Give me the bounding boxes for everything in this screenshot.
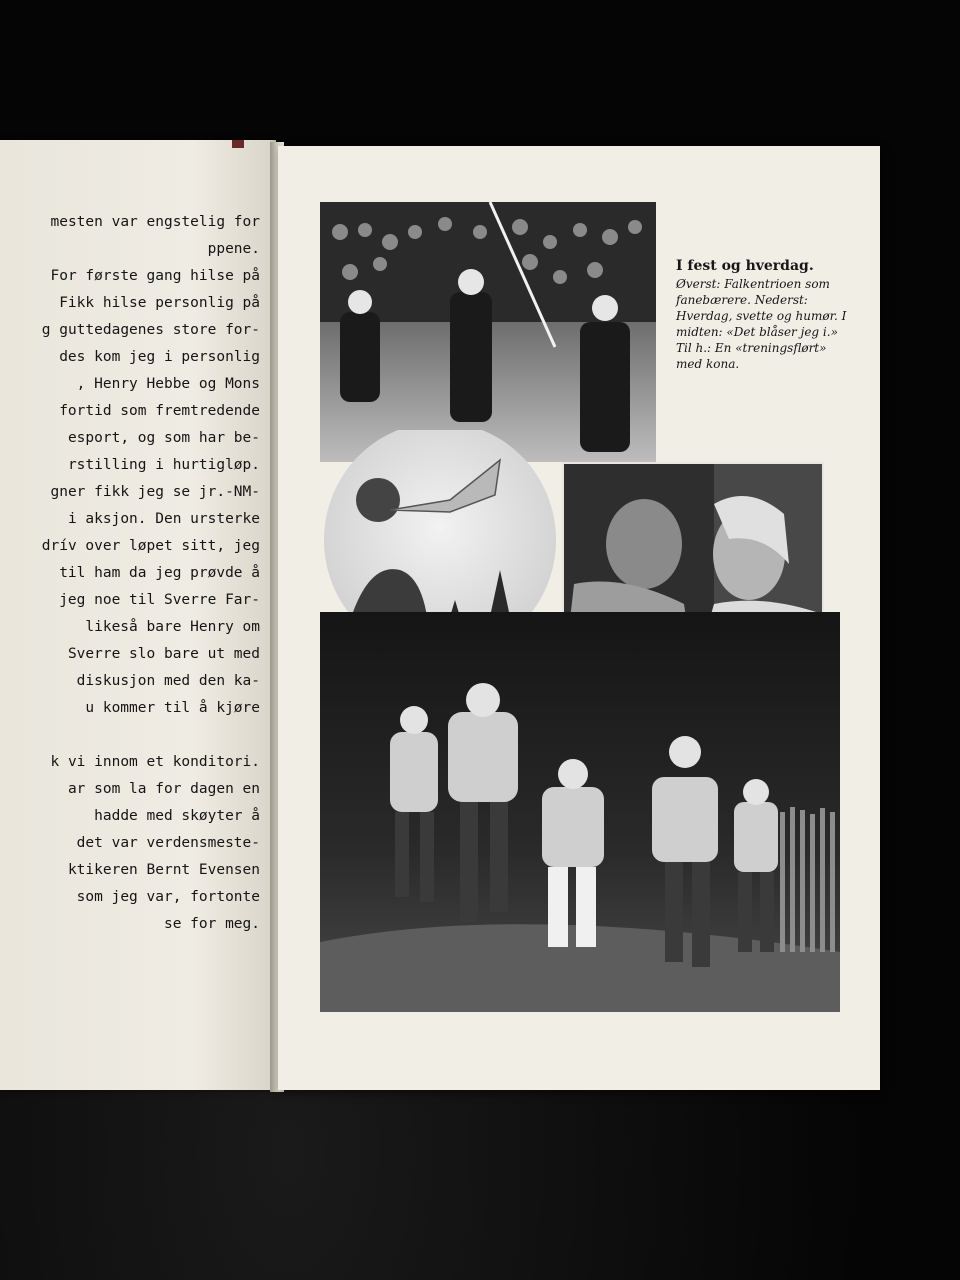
left-page-line: Fikk hilse personlig på <box>59 295 260 311</box>
left-page-line: jeg noe til Sverre Far- <box>59 592 260 608</box>
left-page-line: Sverre slo bare ut med <box>67 646 260 662</box>
left-page-line: fortid som fremtredende <box>59 403 260 419</box>
left-page-line: i aksjon. Den ursterke <box>67 511 260 527</box>
left-page-line: ar som la for dagen en <box>67 781 260 797</box>
left-page-line: drív over løpet sitt, jeg <box>41 538 260 554</box>
left-page-line: mesten var engstelig for <box>50 214 260 230</box>
caption-body: Øverst: Falkentrioen som fanebærere. Nederst: Hverdag, svette og humør. I midten: «Det blåser jeg i.» Til h.: En «treningsflørt» med kona. <box>676 277 847 371</box>
left-page-line: u kommer til å kjøre <box>85 700 260 716</box>
caption-title: I fest og hverdag. <box>676 258 814 274</box>
left-page-line: til ham da jeg prøvde å <box>59 565 260 581</box>
left-page-line: gner fikk jeg se jr.-NM- <box>50 484 260 500</box>
left-page-line: diskusjon med den ka- <box>76 673 260 689</box>
left-page-line: g guttedagenes store for- <box>41 322 260 338</box>
left-page-line: hadde med skøyter å <box>94 808 260 824</box>
left-page-line: det var verdensmeste- <box>76 835 260 851</box>
left-page-line: se for meg. <box>163 916 260 932</box>
left-page-line: esport, og som har be- <box>67 430 260 446</box>
runners-photo <box>320 612 840 1012</box>
left-page-line: som jeg var, fortonte <box>76 889 260 905</box>
left-page-line: des kom jeg i personlig <box>59 349 260 365</box>
left-page-line: ktikeren Bernt Evensen <box>67 862 260 878</box>
left-page-line: For første gang hilse på <box>50 268 260 284</box>
parade-photo <box>320 202 656 462</box>
left-page-line: , Henry Hebbe og Mons <box>76 376 260 392</box>
binding-mark <box>232 140 244 148</box>
left-page-line: ppene. <box>207 241 260 257</box>
photo-caption <box>676 258 856 372</box>
left-page-line: likeså bare Henry om <box>85 619 260 635</box>
left-page-line: rstilling i hurtigløp. <box>67 457 260 473</box>
left-page-line: k vi innom et konditori. <box>50 754 260 770</box>
